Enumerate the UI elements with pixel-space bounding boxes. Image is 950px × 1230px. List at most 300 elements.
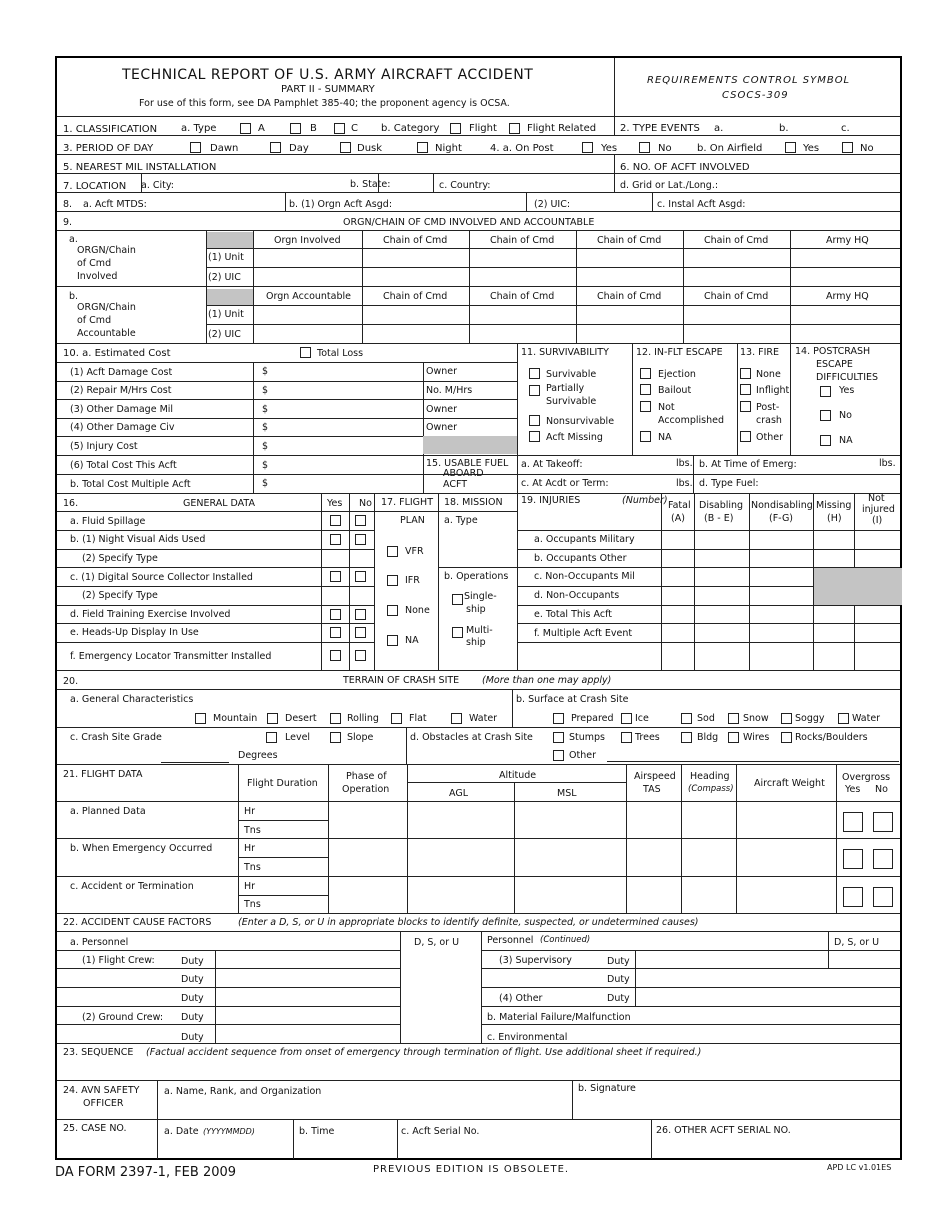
rule-line bbox=[737, 343, 738, 455]
cost-row-1: (1) Acft Damage Cost bbox=[70, 367, 173, 378]
rule-line bbox=[349, 493, 350, 670]
gd-yes-checkbox[interactable] bbox=[330, 534, 341, 545]
gd-no-checkbox[interactable] bbox=[355, 534, 366, 545]
partially-survivable-checkbox[interactable] bbox=[529, 385, 540, 396]
rolling-checkbox[interactable] bbox=[330, 713, 341, 724]
ejection-checkbox[interactable] bbox=[640, 368, 651, 379]
category-flight-checkbox[interactable] bbox=[450, 123, 461, 134]
fire-other-checkbox[interactable] bbox=[740, 431, 751, 442]
terrain-more: (More than one may apply) bbox=[482, 675, 612, 686]
s9a-l2: of Cmd bbox=[77, 258, 112, 269]
army-hq-header-2: Army HQ bbox=[826, 291, 869, 302]
duty-5: Duty bbox=[181, 1032, 204, 1043]
soggy-checkbox[interactable] bbox=[781, 713, 792, 724]
crash-label: crash bbox=[756, 415, 782, 426]
accomplished-label: Accomplished bbox=[658, 415, 724, 426]
bailout-checkbox[interactable] bbox=[640, 384, 651, 395]
inj-row-2: b. Occupants Other bbox=[534, 553, 627, 564]
chain-header-8: Chain of Cmd bbox=[704, 291, 769, 302]
flat-label: Flat bbox=[409, 713, 427, 724]
gd-row-5: (2) Specify Type bbox=[82, 590, 158, 601]
vfr-label: VFR bbox=[405, 546, 424, 557]
rule-line bbox=[57, 670, 900, 671]
s9a-l1: ORGN/Chain bbox=[77, 245, 136, 256]
day-label: Day bbox=[289, 143, 309, 154]
on-post-yes-label: Yes bbox=[601, 143, 618, 154]
rule-line bbox=[481, 987, 900, 988]
rule-line bbox=[57, 381, 517, 382]
at-emerg-label: b. At Time of Emerg: bbox=[699, 459, 797, 470]
rule-line bbox=[362, 230, 363, 343]
lbs-3: lbs. bbox=[676, 478, 693, 489]
obstacles-label: d. Obstacles at Crash Site bbox=[410, 732, 533, 743]
plan-na-label: NA bbox=[405, 635, 419, 646]
postcrash-no-checkbox[interactable] bbox=[820, 410, 831, 421]
orgn-chain-title: ORGN/CHAIN OF CMD INVOLVED AND ACCOUNTABLE bbox=[343, 217, 595, 228]
ejection-label: Ejection bbox=[658, 369, 696, 380]
rocks-checkbox[interactable] bbox=[781, 732, 792, 743]
snow-checkbox[interactable] bbox=[728, 713, 739, 724]
rocks-label: Rocks/Boulders bbox=[795, 732, 868, 743]
dollar-4: $ bbox=[262, 422, 269, 433]
s9a-unit-label: (1) Unit bbox=[208, 252, 244, 263]
fire-inflight-checkbox[interactable] bbox=[740, 384, 751, 395]
postcrash-yes-checkbox[interactable] bbox=[820, 386, 831, 397]
acft-missing-label: Acft Missing bbox=[546, 432, 603, 443]
rule-line bbox=[481, 950, 900, 951]
fire-inflight-label: Inflight bbox=[756, 385, 790, 396]
rule-line bbox=[57, 876, 900, 877]
rule-line bbox=[790, 343, 791, 455]
sequence-input[interactable] bbox=[63, 1062, 893, 1076]
overgross-header: Overgross bbox=[842, 772, 891, 783]
rule-line bbox=[57, 838, 900, 839]
rule-line bbox=[57, 689, 900, 690]
plan-none-label: None bbox=[405, 605, 430, 616]
nonsurvivable-label: Nonsurvivable bbox=[546, 416, 615, 427]
gd-yes-checkbox[interactable] bbox=[330, 650, 341, 661]
sequence-instr: (Factual accident sequence from onset of emergency through termination of flight. Use additional sheet if required.) bbox=[146, 1047, 702, 1058]
rule-line bbox=[517, 605, 900, 606]
duty-4: Duty bbox=[181, 1012, 204, 1023]
gd-row-6: d. Field Training Exercise Involved bbox=[70, 609, 231, 620]
wires-label: Wires bbox=[743, 732, 770, 743]
rule-line bbox=[517, 493, 518, 670]
gd-row-4: c. (1) Digital Source Collector Installed bbox=[70, 572, 253, 583]
rule-line bbox=[693, 455, 694, 493]
s9b-letter: b. bbox=[69, 291, 79, 302]
s9a-uic-label: (2) UIC bbox=[208, 272, 241, 283]
rule-line bbox=[57, 727, 900, 728]
flat-checkbox[interactable] bbox=[391, 713, 402, 724]
city-label: a. City: bbox=[141, 180, 174, 191]
form-note: For use of this form, see DA Pamphlet 385-40; the proponent agency is OCSA. bbox=[139, 98, 510, 109]
class-b-checkbox[interactable] bbox=[290, 123, 301, 134]
fire-postcrash-checkbox[interactable] bbox=[740, 401, 751, 412]
prepared-checkbox[interactable] bbox=[553, 713, 564, 724]
overgross-no-box[interactable] bbox=[873, 849, 893, 869]
flight-crew-label: (1) Flight Crew: bbox=[82, 955, 155, 966]
day-checkbox[interactable] bbox=[270, 142, 281, 153]
rule-line bbox=[400, 931, 401, 1043]
bldg-checkbox[interactable] bbox=[681, 732, 692, 743]
single-ship-checkbox[interactable] bbox=[452, 594, 463, 605]
ground-crew-label: (2) Ground Crew: bbox=[82, 1012, 164, 1023]
rule-line bbox=[206, 248, 900, 249]
ship-label: ship bbox=[466, 604, 486, 615]
partially-label: Partially bbox=[546, 383, 585, 394]
surface-water-checkbox[interactable] bbox=[838, 713, 849, 724]
at-takeoff-label: a. At Takeoff: bbox=[521, 459, 583, 470]
cost-row-3: (3) Other Damage Mil bbox=[70, 404, 174, 415]
form-title: TECHNICAL REPORT OF U.S. ARMY AIRCRAFT ACCIDENT bbox=[122, 67, 534, 83]
rule-line bbox=[57, 399, 517, 400]
cost-row-4: (4) Other Damage Civ bbox=[70, 422, 175, 433]
vfr-checkbox[interactable] bbox=[387, 546, 398, 557]
overgross-no-box[interactable] bbox=[873, 887, 893, 907]
on-airfield-yes-checkbox[interactable] bbox=[785, 142, 796, 153]
level-checkbox[interactable] bbox=[266, 732, 277, 743]
rule-line bbox=[572, 1080, 573, 1119]
injuries-label: 19. INJURIES bbox=[521, 495, 581, 506]
disabling-header: Disabling bbox=[699, 500, 744, 511]
trees-label: Trees bbox=[635, 732, 660, 743]
survivable-checkbox[interactable] bbox=[529, 368, 540, 379]
accident-report-form bbox=[55, 56, 902, 1160]
class-b-label: B bbox=[310, 123, 317, 134]
category-flight-related-checkbox[interactable] bbox=[509, 123, 520, 134]
other-line bbox=[607, 761, 899, 762]
number-acft-label: 6. NO. OF ACFT INVOLVED bbox=[620, 162, 750, 173]
sod-label: Sod bbox=[697, 713, 715, 724]
dollar-7: $ bbox=[262, 478, 269, 489]
prepared-label: Prepared bbox=[571, 713, 614, 724]
dsu-header-1: D, S, or U bbox=[414, 937, 460, 948]
officer-label: OFFICER bbox=[83, 1098, 124, 1109]
inj-row-3: c. Non-Occupants Mil bbox=[534, 571, 635, 582]
gd-no-checkbox[interactable] bbox=[355, 515, 366, 526]
gd-no-checkbox[interactable] bbox=[355, 609, 366, 620]
rule-line bbox=[57, 950, 400, 951]
dusk-label: Dusk bbox=[357, 143, 383, 154]
date-label: a. Date bbox=[164, 1126, 199, 1137]
category-flight-related-label: Flight Related bbox=[527, 123, 597, 134]
overgross-yes-box[interactable] bbox=[843, 812, 863, 832]
rule-line bbox=[321, 493, 322, 670]
operations-label: b. Operations bbox=[444, 571, 509, 582]
duty-7: Duty bbox=[607, 974, 630, 985]
wires-checkbox[interactable] bbox=[728, 732, 739, 743]
tns-1: Tns bbox=[244, 825, 261, 836]
night-label: Night bbox=[435, 143, 462, 154]
rule-line bbox=[57, 286, 900, 287]
no-mhrs: No. M/Hrs bbox=[426, 385, 473, 396]
gd-yes-checkbox[interactable] bbox=[330, 515, 341, 526]
rule-line bbox=[57, 418, 517, 419]
partially-survivable-label: Survivable bbox=[546, 396, 597, 407]
rule-line bbox=[57, 642, 374, 643]
mission-label: 18. MISSION bbox=[444, 497, 503, 508]
tns-2: Tns bbox=[244, 862, 261, 873]
class-a-label: A bbox=[258, 123, 265, 134]
country-label: c. Country: bbox=[439, 180, 491, 191]
multi-label: Multi- bbox=[466, 625, 493, 636]
obstacle-other-checkbox[interactable] bbox=[553, 750, 564, 761]
postcrash-no-label: No bbox=[839, 410, 852, 421]
flight-duration-header: Flight Duration bbox=[247, 778, 318, 789]
injuries-number: (Number) bbox=[622, 495, 668, 506]
uic-label: (2) UIC: bbox=[534, 199, 571, 210]
rule-line bbox=[517, 642, 900, 643]
rule-line bbox=[517, 623, 900, 624]
gd-row-2: b. (1) Night Visual Aids Used bbox=[70, 534, 206, 545]
post-label: Post- bbox=[756, 402, 780, 413]
overgross-yes-box[interactable] bbox=[843, 887, 863, 907]
row8-number: 8. bbox=[63, 199, 73, 210]
est-cost-label: 10. a. Estimated Cost bbox=[63, 348, 171, 359]
lbs-2: lbs. bbox=[879, 458, 896, 469]
dusk-checkbox[interactable] bbox=[340, 142, 351, 153]
gd-row-7: e. Heads-Up Display In Use bbox=[70, 627, 199, 638]
acft-serial-label: c. Acft Serial No. bbox=[401, 1126, 480, 1137]
chain-header-2: Chain of Cmd bbox=[490, 235, 555, 246]
difficulties-label: DIFFICULTIES bbox=[816, 372, 879, 383]
form-part: PART II - SUMMARY bbox=[281, 84, 375, 95]
date-format: (YYYYMMDD) bbox=[203, 1127, 255, 1136]
rule-line bbox=[57, 511, 517, 512]
rule-line bbox=[57, 192, 900, 193]
rule-line bbox=[423, 455, 424, 493]
gd-no-checkbox[interactable] bbox=[355, 650, 366, 661]
cause-factors-instr: (Enter a D, S, or U in appropriate blocks to identify definite, suspected, or undetermined causes) bbox=[238, 917, 699, 928]
nearest-installation-input[interactable] bbox=[257, 160, 612, 174]
rule-line bbox=[57, 343, 900, 344]
chain-header-6: Chain of Cmd bbox=[490, 291, 555, 302]
gd-yes-checkbox[interactable] bbox=[330, 609, 341, 620]
escape-na-checkbox[interactable] bbox=[640, 431, 651, 442]
flight-plan-label: 17. FLIGHT bbox=[381, 497, 433, 508]
rule-line bbox=[632, 343, 633, 455]
s9a-letter: a. bbox=[69, 234, 78, 245]
slope-label: Slope bbox=[347, 732, 374, 743]
lbs-1: lbs. bbox=[676, 458, 693, 469]
rule-line bbox=[57, 362, 517, 363]
orgn-involved-header: Orgn Involved bbox=[274, 235, 341, 246]
category-label: b. Category bbox=[381, 123, 440, 134]
on-post-yes-checkbox[interactable] bbox=[582, 142, 593, 153]
ship-label-2: ship bbox=[466, 637, 486, 648]
rule-line bbox=[57, 567, 374, 568]
supervisory-label: (3) Supervisory bbox=[499, 955, 572, 966]
rule-line bbox=[683, 230, 684, 343]
rule-line bbox=[576, 230, 577, 343]
rule-line bbox=[694, 493, 695, 670]
not-accomplished-checkbox[interactable] bbox=[640, 401, 651, 412]
rule-line bbox=[517, 455, 900, 456]
dollar-1: $ bbox=[262, 366, 269, 377]
s9b-l3: Accountable bbox=[77, 328, 136, 339]
dawn-checkbox[interactable] bbox=[190, 142, 201, 153]
mountain-checkbox[interactable] bbox=[195, 713, 206, 724]
inflt-escape-label: 12. IN-FLT ESCAPE bbox=[636, 347, 723, 358]
rule-line bbox=[253, 230, 254, 343]
rule-line bbox=[57, 135, 900, 136]
total-loss-checkbox[interactable] bbox=[300, 347, 311, 358]
rule-line bbox=[749, 493, 750, 670]
rule-line bbox=[57, 913, 900, 914]
obsolete-note: PREVIOUS EDITION IS OBSOLETE. bbox=[373, 1164, 570, 1175]
soggy-label: Soggy bbox=[795, 713, 825, 724]
rcs-label: REQUIREMENTS CONTROL SYMBOL bbox=[647, 75, 851, 86]
rule-line bbox=[481, 1024, 900, 1025]
owner-3: Owner bbox=[426, 422, 458, 433]
rule-line bbox=[614, 58, 615, 116]
gd-yes-checkbox[interactable] bbox=[330, 627, 341, 638]
rule-line bbox=[215, 950, 216, 1043]
plan-na-checkbox[interactable] bbox=[387, 635, 398, 646]
postcrash-na-checkbox[interactable] bbox=[820, 435, 831, 446]
rule-line bbox=[57, 1006, 400, 1007]
missing-header: Missing bbox=[816, 500, 852, 511]
overgross-yes-box[interactable] bbox=[843, 849, 863, 869]
s9b-uic-label: (2) UIC bbox=[208, 329, 241, 340]
weight-header: Aircraft Weight bbox=[754, 778, 825, 789]
not-injured-header: Not bbox=[868, 493, 885, 504]
ice-checkbox[interactable] bbox=[621, 713, 632, 724]
rule-line bbox=[661, 493, 662, 670]
night-checkbox[interactable] bbox=[417, 142, 428, 153]
multi-ship-checkbox[interactable] bbox=[452, 627, 463, 638]
terrain-title: TERRAIN OF CRASH SITE bbox=[343, 675, 460, 686]
overgross-no: No bbox=[875, 784, 888, 795]
overgross-no-box[interactable] bbox=[873, 812, 893, 832]
snow-label: Snow bbox=[743, 713, 769, 724]
mountain-label: Mountain bbox=[213, 713, 258, 724]
version-label: APD LC v1.01ES bbox=[827, 1163, 892, 1172]
acft-missing-checkbox[interactable] bbox=[529, 431, 540, 442]
dsu-header-2: D, S, or U bbox=[834, 937, 880, 948]
class-c-checkbox[interactable] bbox=[334, 123, 345, 134]
stumps-checkbox[interactable] bbox=[553, 732, 564, 743]
inj-row-5: e. Total This Acft bbox=[534, 609, 612, 620]
hr-3: Hr bbox=[244, 881, 256, 892]
chain-header-3: Chain of Cmd bbox=[597, 235, 662, 246]
dollar-2: $ bbox=[262, 385, 269, 396]
rule-line bbox=[57, 493, 900, 494]
cost-row-5: (5) Injury Cost bbox=[70, 441, 138, 452]
gd-no-checkbox[interactable] bbox=[355, 627, 366, 638]
postcrash-yes-label: Yes bbox=[839, 385, 855, 396]
fire-label: 13. FIRE bbox=[740, 347, 779, 358]
row20-number: 20. bbox=[63, 676, 79, 687]
inj-row-1: a. Occupants Military bbox=[534, 534, 635, 545]
slope-checkbox[interactable] bbox=[330, 732, 341, 743]
dollar-6: $ bbox=[262, 460, 269, 471]
rule-line bbox=[526, 192, 527, 211]
overgross-yes: Yes bbox=[845, 784, 861, 795]
general-char-label: a. General Characteristics bbox=[70, 694, 194, 705]
rule-line bbox=[57, 549, 374, 550]
surface-label: b. Surface at Crash Site bbox=[516, 694, 629, 705]
trees-checkbox[interactable] bbox=[621, 732, 632, 743]
dawn-label: Dawn bbox=[210, 143, 239, 154]
general-data-title: GENERAL DATA bbox=[183, 498, 255, 509]
chain-header-4: Chain of Cmd bbox=[704, 235, 769, 246]
on-airfield-no-checkbox[interactable] bbox=[842, 142, 853, 153]
rule-line bbox=[285, 192, 286, 211]
cost-row-6: (6) Total Cost This Acft bbox=[70, 460, 177, 471]
rule-line bbox=[651, 1119, 652, 1159]
rule-line bbox=[57, 801, 900, 802]
rule-line bbox=[57, 586, 374, 587]
grid-latlong-label: d. Grid or Lat./Long.: bbox=[620, 180, 719, 191]
on-post-no-checkbox[interactable] bbox=[639, 142, 650, 153]
rule-line bbox=[652, 192, 653, 211]
rule-line bbox=[206, 324, 900, 325]
on-airfield-label: b. On Airfield bbox=[697, 143, 763, 154]
s9a-l3: Involved bbox=[77, 271, 118, 282]
rule-line bbox=[423, 474, 900, 475]
rule-line bbox=[57, 116, 900, 117]
gd-no-checkbox[interactable] bbox=[355, 571, 366, 582]
rule-line bbox=[238, 895, 328, 896]
desert-checkbox[interactable] bbox=[267, 713, 278, 724]
name-rank-label: a. Name, Rank, and Organization bbox=[164, 1086, 322, 1097]
aboard-label: ABOARD bbox=[443, 468, 484, 479]
gd-yes-checkbox[interactable] bbox=[330, 571, 341, 582]
location-label: 7. LOCATION bbox=[63, 181, 127, 192]
cost-row-2: (2) Repair M/Hrs Cost bbox=[70, 385, 172, 396]
not-injured-code: (I) bbox=[872, 515, 883, 526]
inj-row-6: f. Multiple Acft Event bbox=[534, 628, 633, 639]
crash-grade-label: c. Crash Site Grade bbox=[70, 732, 162, 743]
nondisabling-header: Nondisabling bbox=[751, 500, 813, 511]
sod-checkbox[interactable] bbox=[681, 713, 692, 724]
postcrash-label: 14. POSTCRASH bbox=[795, 346, 871, 357]
survivable-label: Survivable bbox=[546, 369, 597, 380]
phase-header: Phase of bbox=[346, 771, 387, 782]
at-acdt-label: c. At Acdt or Term: bbox=[521, 478, 609, 489]
class-c-label: C bbox=[351, 123, 358, 134]
rule-line bbox=[57, 1043, 900, 1044]
rule-line bbox=[374, 493, 375, 670]
duty-3: Duty bbox=[181, 993, 204, 1004]
plan-none-checkbox[interactable] bbox=[387, 605, 398, 616]
rule-line bbox=[238, 857, 328, 858]
form-number: DA FORM 2397-1, FEB 2009 bbox=[55, 1165, 237, 1180]
class-a-checkbox[interactable] bbox=[240, 123, 251, 134]
gray-cell bbox=[423, 436, 517, 454]
fire-none-checkbox[interactable] bbox=[740, 368, 751, 379]
rule-line bbox=[469, 230, 470, 343]
gd-row-8: f. Emergency Locator Transmitter Installed bbox=[70, 651, 272, 662]
nonsurvivable-checkbox[interactable] bbox=[529, 415, 540, 426]
total-loss-label: Total Loss bbox=[317, 348, 364, 359]
other-personnel-label: (4) Other bbox=[499, 993, 543, 1004]
terrain-water-checkbox[interactable] bbox=[451, 713, 462, 724]
avn-safety-label: 24. AVN SAFETY bbox=[63, 1085, 140, 1096]
rule-line bbox=[238, 820, 328, 821]
rule-line bbox=[438, 567, 517, 568]
ifr-checkbox[interactable] bbox=[387, 575, 398, 586]
rule-line bbox=[57, 230, 900, 231]
chain-header-1: Chain of Cmd bbox=[383, 235, 448, 246]
other-acft-serial-label: 26. OTHER ACFT SERIAL NO. bbox=[656, 1125, 791, 1136]
owner-1: Owner bbox=[426, 366, 458, 377]
rolling-label: Rolling bbox=[347, 713, 379, 724]
rule-line bbox=[57, 968, 400, 969]
type-events-label: 2. TYPE EVENTS bbox=[620, 123, 700, 134]
